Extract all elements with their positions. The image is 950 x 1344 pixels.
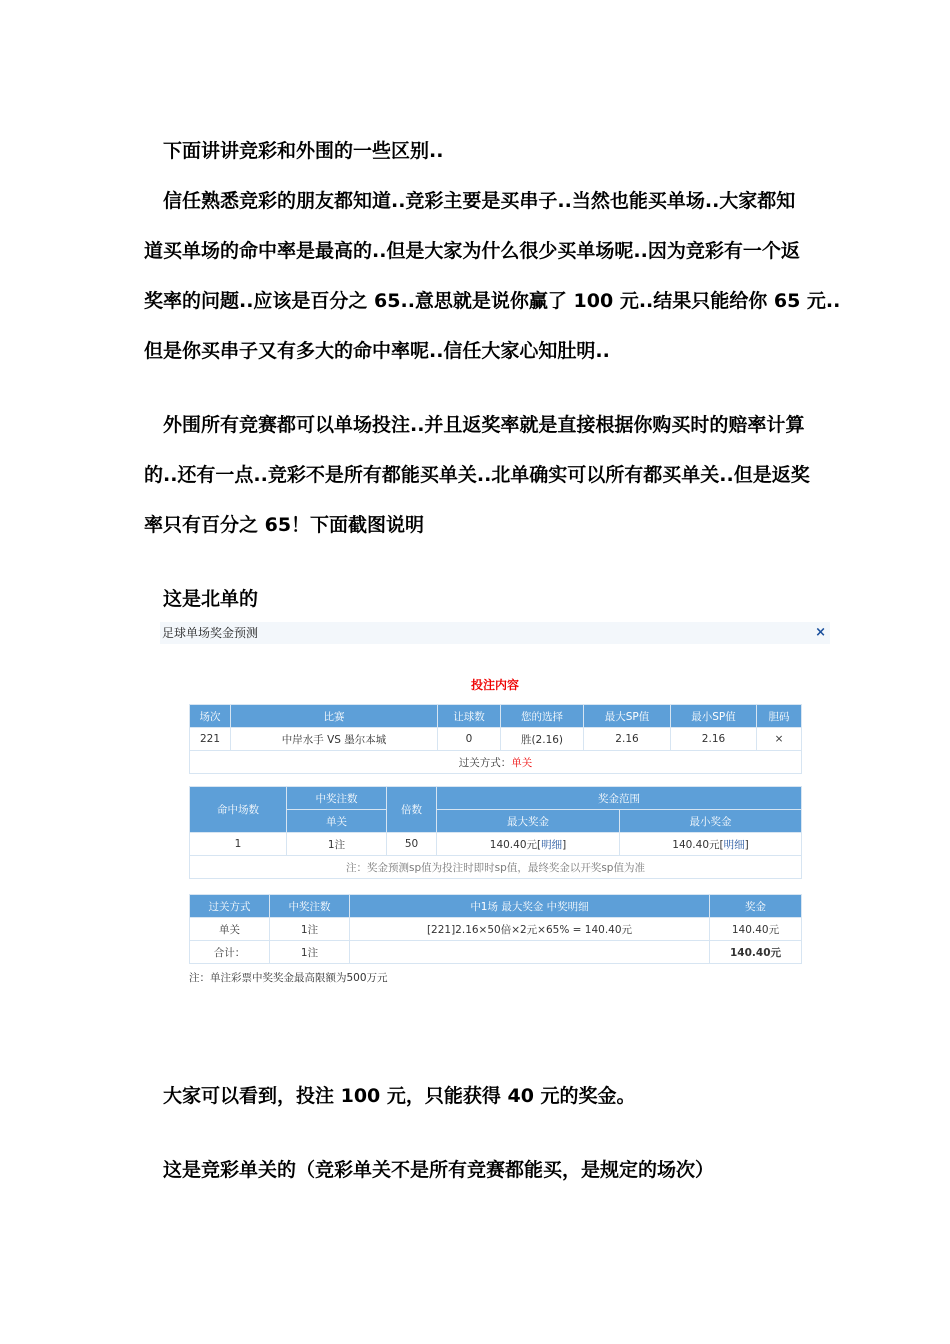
col-header: 场次 (190, 705, 231, 728)
text-line: 但是你买串子又有多大的命中率呢..信任大家心知肚明.. (144, 340, 610, 362)
pass-mode-value: 单关 (511, 756, 533, 769)
text-line: 道买单场的命中率是最高的..但是大家为什么很少买单场呢..因为竞彩有一个返 (144, 240, 800, 262)
pass-mode-label: 过关方式： (458, 756, 512, 769)
col-header: 最小奖金 (620, 810, 802, 833)
cell-total-detail (350, 941, 710, 964)
text-line: 率只有百分之 65！下面截图说明 (144, 514, 425, 536)
col-header: 中1场 最大奖金 中奖明细 (350, 895, 710, 918)
cell-min-sp: 2.16 (671, 728, 757, 751)
limit-note: 注：单注彩票中奖奖金最高限额为500万元 (189, 972, 388, 984)
cell-max-prize: 140.40元[明细] (437, 833, 620, 856)
label-beidan: 这是北单的 (163, 588, 259, 610)
window-titlebar (160, 622, 830, 644)
paragraph-jingcai-single: 这是竞彩单关的（竞彩单关不是所有竞赛都能买，是规定的场次） (163, 1159, 715, 1181)
table-header-row (190, 705, 802, 728)
cell-max-sp: 2.16 (584, 728, 671, 751)
table-row (190, 833, 802, 856)
beidan-prize-screenshot (160, 618, 830, 990)
col-header: 胆码 (757, 705, 802, 728)
paragraph-result: 大家可以看到，投注 100 元，只能获得 40 元的奖金。 (163, 1085, 636, 1107)
cell-total-prize: 140.40元 (710, 941, 802, 964)
cell-multiple: 50 (387, 833, 437, 856)
prize-detail-table (189, 894, 802, 964)
cell-match-no: 221 (190, 728, 231, 751)
table-header-row (190, 787, 802, 810)
col-header: 您的选择 (501, 705, 584, 728)
cell-pass-mode: 单关 (190, 918, 270, 941)
window-title: 足球单场奖金预测 (162, 626, 259, 640)
detail-link[interactable]: 明细 (541, 838, 563, 851)
col-header: 倍数 (387, 787, 437, 833)
col-header: 最大奖金 (437, 810, 620, 833)
cell-prize: 140.40元 (710, 918, 802, 941)
section-title: 投注内容 (470, 678, 519, 692)
note-row (190, 856, 802, 879)
paragraph-waiwei (144, 400, 814, 550)
text-line: 奖率的问题..应该是百分之 65..意思就是说你赢了 100 元..结果只能给你 65 元.. (144, 290, 841, 312)
col-header: 中奖注数 (287, 787, 387, 810)
cell-total-bets: 1注 (270, 941, 350, 964)
col-header: 奖金范围 (437, 787, 802, 810)
cell-hit: 1 (190, 833, 287, 856)
table-row (190, 728, 802, 751)
col-header: 奖金 (710, 895, 802, 918)
close-icon[interactable]: × (815, 625, 826, 640)
col-header: 中奖注数 (270, 895, 350, 918)
text-line: 的..还有一点..竞彩不是所有都能买单关..北单确实可以所有都买单关..但是返奖 (144, 464, 810, 486)
col-header: 让球数 (438, 705, 501, 728)
pass-mode-row (190, 751, 802, 774)
cell-detail: [221]2.16×50倍×2元×65% = 140.40元 (350, 918, 710, 941)
paragraph-intro: 下面讲讲竞彩和外围的一些区别.. (163, 140, 444, 162)
table-header-row (190, 895, 802, 918)
table-row (190, 918, 802, 941)
total-row (190, 941, 802, 964)
detail-link[interactable]: 明细 (723, 838, 745, 851)
col-header: 单关 (287, 810, 387, 833)
col-header: 最大SP值 (584, 705, 671, 728)
text-line: 信任熟悉竞彩的朋友都知道..竞彩主要是买串子..当然也能买单场..大家都知 (163, 190, 796, 212)
cell-min-prize: 140.40元[明细] (620, 833, 802, 856)
col-header: 过关方式 (190, 895, 270, 918)
cell-banker: × (757, 728, 802, 751)
col-header: 命中场数 (190, 787, 287, 833)
cell-match: 中岸水手 VS 墨尔本城 (231, 728, 438, 751)
col-header: 最小SP值 (671, 705, 757, 728)
cell-bets: 1注 (287, 833, 387, 856)
prize-range-table (189, 786, 802, 879)
col-header: 比赛 (231, 705, 438, 728)
text-line: 外围所有竞赛都可以单场投注..并且返奖率就是直接根据你购买时的赔率计算 (163, 414, 805, 436)
cell-handicap: 0 (438, 728, 501, 751)
max-prize-amount: 140.40元 (489, 838, 538, 851)
cell-choice: 胜(2.16) (501, 728, 584, 751)
min-prize-amount: 140.40元 (672, 838, 720, 851)
sp-note: 注：奖金预测sp值为投注时即时sp值，最终奖金以开奖sp值为准 (190, 856, 802, 879)
paragraph-jingcai-return (144, 176, 841, 376)
bet-content-table (189, 704, 802, 774)
cell-bets: 1注 (270, 918, 350, 941)
cell-total-label: 合计： (190, 941, 270, 964)
